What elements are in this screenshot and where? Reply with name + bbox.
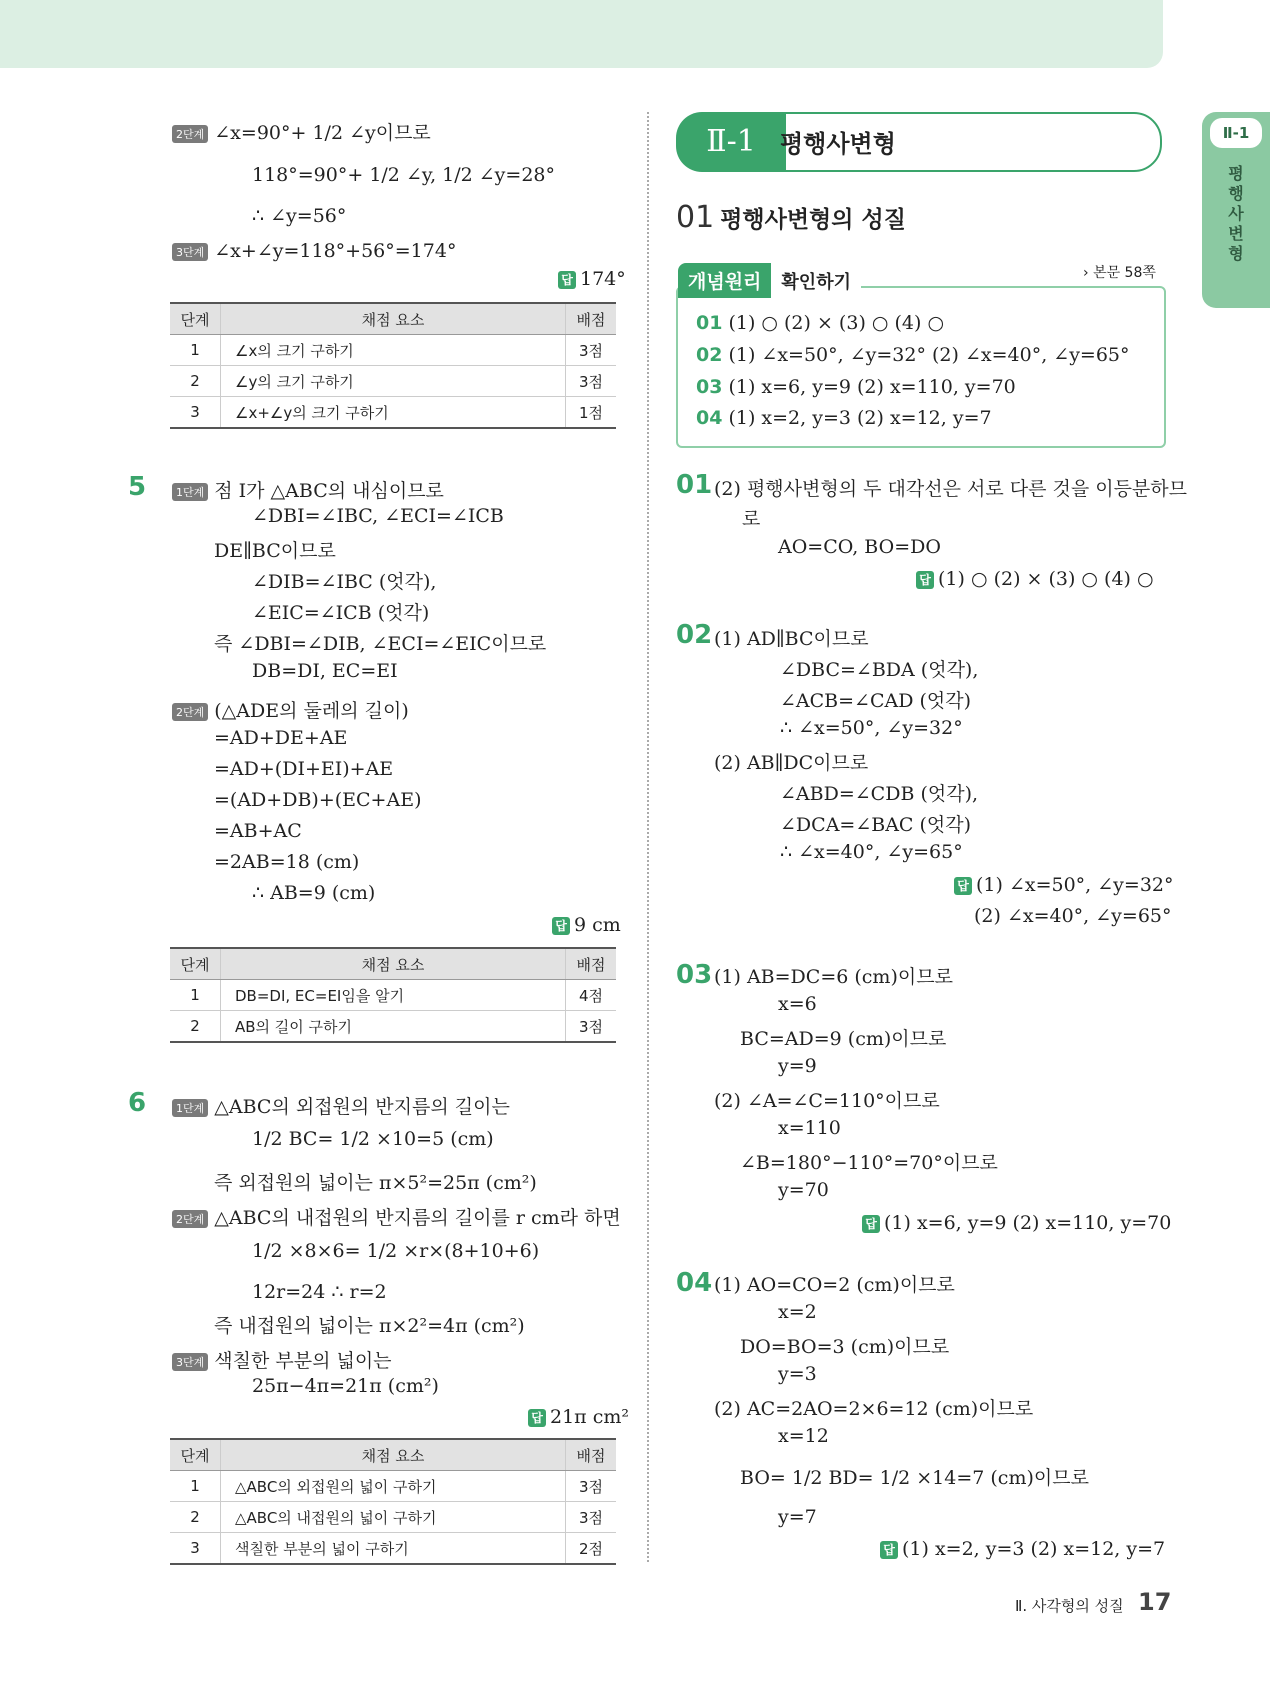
column-divider: [647, 112, 649, 1562]
page-reference[interactable]: › 본문 58쪽: [1083, 265, 1156, 281]
q5-line: =(AD+DB)+(EC+AE): [214, 789, 422, 811]
side-tab-label: 평행사변형: [1228, 164, 1244, 263]
section-tag: Ⅱ-1: [676, 112, 786, 172]
q5-line: ∠DIB=∠IBC (엇각),: [252, 571, 437, 593]
a02-line: ∠ACB=∠CAD (엇각): [780, 690, 972, 712]
a04-line: (1) AO=CO=2 (cm)이므로: [714, 1274, 955, 1296]
answer-badge: 답: [880, 1541, 898, 1559]
question-number-04: 04: [676, 1268, 713, 1298]
a03-line: BC=AD=9 (cm)이므로: [740, 1028, 947, 1050]
q6-line: 2단계 △ABC의 내접원의 반지름의 길이를 r cm라 하면: [172, 1203, 621, 1230]
question-number-5: 5: [128, 472, 147, 502]
q6-line: 3단계 색칠한 부분의 넓이는: [172, 1346, 392, 1373]
a02-line: (2) AB∥DC이므로: [714, 752, 869, 774]
a02-line: ∴ ∠x=50°, ∠y=32°: [780, 717, 963, 739]
a02-line: ∴ ∠x=40°, ∠y=65°: [780, 841, 963, 863]
a04-line: DO=BO=3 (cm)이므로: [740, 1336, 950, 1358]
question-number-01: 01: [676, 470, 713, 500]
q5-line: ∠EIC=∠ICB (엇각): [252, 602, 430, 624]
a02-line: (1) AD∥BC이므로: [714, 628, 869, 650]
a04-line: y=7: [778, 1506, 817, 1528]
question-number-02: 02: [676, 620, 713, 650]
q5-line: DE∥BC이므로: [214, 540, 336, 562]
concept-line: 02 (1) ∠x=50°, ∠y=32° (2) ∠x=40°, ∠y=65°: [696, 344, 1130, 366]
q6-line: 1/2 ×8×6= 1/2 ×r×(8+10+6): [252, 1240, 540, 1262]
q4-score-table: 단계 채점 요소 배점 1 ∠x의 크기 구하기 3점 2 ∠y의 크기 구하기 3점 3 ∠x+∠y의 크기 구하기 1점: [170, 302, 616, 429]
concept-line: 04 (1) x=2, y=3 (2) x=12, y=7: [696, 407, 992, 429]
a04-line: BO= 1/2 BD= 1/2 ×14=7 (cm)이므로: [740, 1467, 1089, 1489]
q5-line: 1단계 점 I가 △ABC의 내심이므로: [172, 476, 444, 503]
concept-header: 개념원리 확인하기: [678, 263, 861, 298]
a03-line: ∠B=180°−110°=70°이므로: [740, 1152, 998, 1174]
question-number-6: 6: [128, 1088, 147, 1118]
q5-line: DB=DI, EC=EI: [252, 660, 398, 682]
question-number-03: 03: [676, 960, 713, 990]
table-row: 2 ∠y의 크기 구하기 3점: [170, 366, 616, 397]
table-row: 2 △ABC의 내접원의 넓이 구하기 3점: [170, 1502, 616, 1533]
a04-line: x=12: [778, 1425, 829, 1447]
q5-line: =AD+DE+AE: [214, 727, 348, 749]
q5-line: ∴ AB=9 (cm): [252, 882, 376, 904]
a02-line: ∠DCA=∠BAC (엇각): [780, 814, 972, 836]
q6-answer: 답 21π cm²: [528, 1406, 629, 1428]
q6-score-table: 단계 채점 요소 배점 1 △ABC의 외접원의 넓이 구하기 3점 2 △ABC의 내접원의 넓이 구하기 3점 3 색칠한 부분의 넓이 구하기 2점: [170, 1438, 616, 1565]
chevron-right-icon: ›: [1083, 265, 1089, 281]
side-tab-code: Ⅱ-1: [1210, 118, 1262, 148]
chapter-footer: Ⅱ. 사각형의 성질: [1015, 1597, 1124, 1615]
q6-line: 12r=24 ∴ r=2: [252, 1281, 387, 1303]
concept-line: 01 (1) ○ (2) × (3) ○ (4) ○: [696, 312, 945, 334]
q4-step2-line1: 2단계 ∠x=90°+ 1/2 ∠y이므로: [172, 118, 431, 145]
a02-line: ∠DBC=∠BDA (엇각),: [780, 659, 979, 681]
a03-line: (2) ∠A=∠C=110°이므로: [714, 1090, 940, 1112]
q4-step2-line3: ∴ ∠y=56°: [252, 205, 347, 227]
a03-line: x=6: [778, 993, 817, 1015]
answer-badge: 답: [916, 571, 934, 589]
a02-answer-2: (2) ∠x=40°, ∠y=65°: [974, 905, 1172, 927]
q5-line: 2단계 (△ADE의 둘레의 길이): [172, 696, 409, 723]
q4-answer: 답 174°: [558, 268, 626, 290]
top-band: [0, 0, 1163, 68]
a03-line: y=70: [778, 1179, 829, 1201]
q6-line: 25π−4π=21π (cm²): [252, 1375, 439, 1397]
q5-score-table: 단계 채점 요소 배점 1 DB=DI, EC=EI임을 알기 4점 2 AB의 길이 구하기 3점: [170, 947, 616, 1043]
section-title: 평행사변형: [780, 130, 896, 158]
a03-answer: 답 (1) x=6, y=9 (2) x=110, y=70: [862, 1212, 1171, 1234]
answer-badge: 답: [528, 1409, 546, 1427]
page-number: 17: [1138, 1588, 1172, 1616]
a03-line: (1) AB=DC=6 (cm)이므로: [714, 966, 953, 988]
a02-line: ∠ABD=∠CDB (엇각),: [780, 783, 979, 805]
table-row: 3 색칠한 부분의 넓이 구하기 2점: [170, 1533, 616, 1565]
a02-answer: 답 (1) ∠x=50°, ∠y=32°: [954, 874, 1174, 896]
q5-line: 즉 ∠DBI=∠DIB, ∠ECI=∠EIC이므로: [214, 633, 547, 655]
q6-line: 1단계 △ABC의 외접원의 반지름의 길이는: [172, 1092, 510, 1119]
answer-badge: 답: [954, 877, 972, 895]
a01-answer: 답 (1) ○ (2) × (3) ○ (4) ○: [916, 568, 1154, 590]
a03-line: x=110: [778, 1117, 841, 1139]
concept-line: 03 (1) x=6, y=9 (2) x=110, y=70: [696, 376, 1016, 398]
a01-line: AO=CO, BO=DO: [778, 536, 941, 558]
q5-line: ∠DBI=∠IBC, ∠ECI=∠ICB: [252, 505, 504, 527]
a01-line: (2) 평행사변형의 두 대각선은 서로 다른 것을 이등분하므: [714, 478, 1187, 500]
answer-badge: 답: [558, 271, 576, 289]
q4-step2-line2: 118°=90°+ 1/2 ∠y, 1/2 ∠y=28°: [252, 164, 556, 186]
q4-step3: 3단계 ∠x+∠y=118°+56°=174°: [172, 240, 456, 262]
q5-answer: 답 9 cm: [552, 914, 621, 936]
table-row: 1 DB=DI, EC=EI임을 알기 4점: [170, 980, 616, 1011]
a04-line: x=2: [778, 1301, 817, 1323]
chapter-side-tab[interactable]: [1202, 112, 1270, 308]
subsection-title: 01 평행사변형의 성질: [676, 200, 906, 235]
q6-line: 즉 내접원의 넓이는 π×2²=4π (cm²): [214, 1315, 525, 1337]
table-row: 1 ∠x의 크기 구하기 3점: [170, 335, 616, 366]
section-header: [676, 112, 1162, 172]
q5-line: =2AB=18 (cm): [214, 851, 360, 873]
answer-badge: 답: [862, 1215, 880, 1233]
q5-line: =AD+(DI+EI)+AE: [214, 758, 394, 780]
q6-line: 1/2 BC= 1/2 ×10=5 (cm): [252, 1128, 494, 1150]
a01-line: 로: [742, 508, 761, 530]
a04-line: (2) AC=2AO=2×6=12 (cm)이므로: [714, 1398, 1034, 1420]
q5-line: =AB+AC: [214, 820, 302, 842]
table-row: 2 AB의 길이 구하기 3점: [170, 1011, 616, 1043]
q6-line: 즉 외접원의 넓이는 π×5²=25π (cm²): [214, 1172, 537, 1194]
a03-line: y=9: [778, 1055, 817, 1077]
answer-badge: 답: [552, 917, 570, 935]
a04-line: y=3: [778, 1363, 817, 1385]
table-row: 3 ∠x+∠y의 크기 구하기 1점: [170, 397, 616, 429]
table-row: 1 △ABC의 외접원의 넓이 구하기 3점: [170, 1471, 616, 1502]
a04-answer: 답 (1) x=2, y=3 (2) x=12, y=7: [880, 1538, 1165, 1560]
